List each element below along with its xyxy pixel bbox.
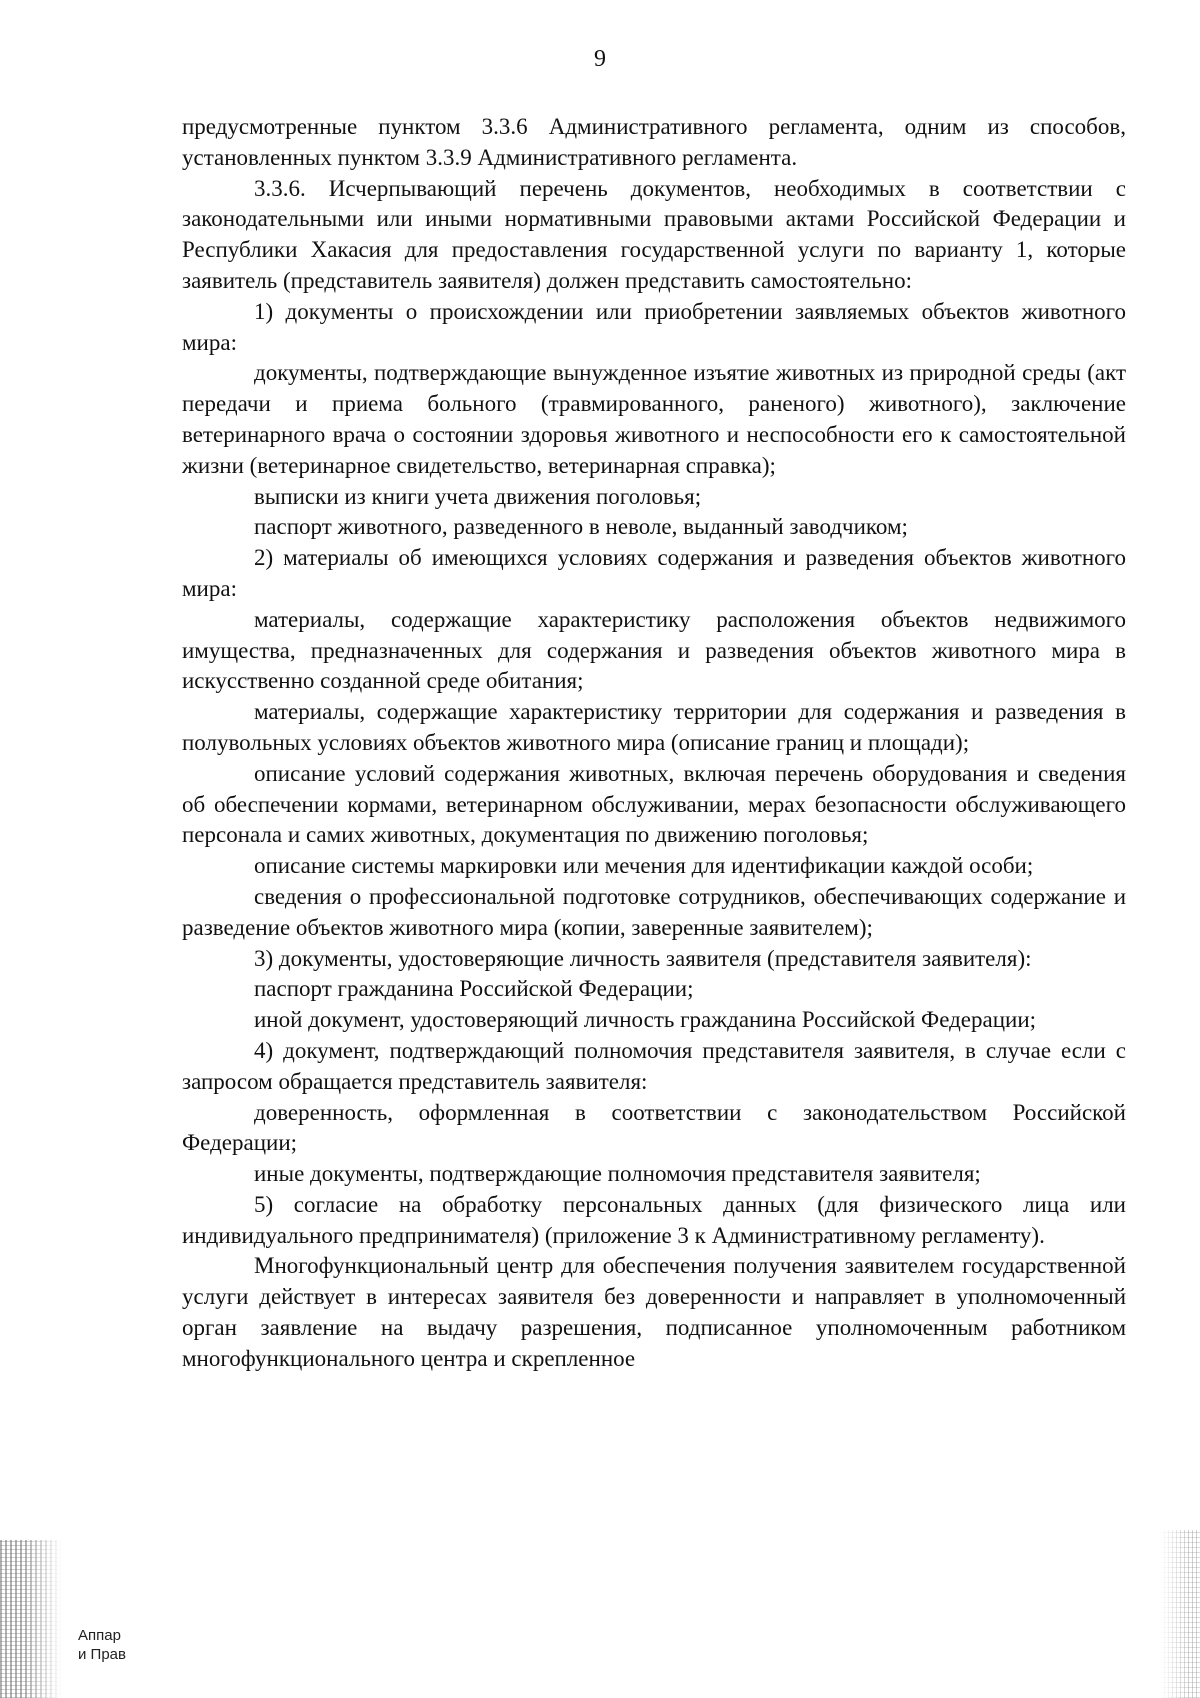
list-item-2: 2) материалы об имеющихся условиях содержания и разведения объектов животного мира: (182, 545, 1126, 601)
sub-item-documents-withdrawal: документы, подтверждающие вынужденное изъятие животных из природной среды (акт передачи и приема больного (травмированного, раненого) животного), заключение ветеринарного врача о состоянии здоровья животного и неспособности его к самостоятельной жизни (ветеринарное свидетельство, ветеринарная справка); (182, 360, 1126, 478)
stamp-line-2: и Прав (78, 1646, 126, 1663)
scan-noise-right (1160, 1530, 1200, 1698)
stamp-fragment (78, 1626, 126, 1664)
sub-item-livestock-book: выписки из книги учета движения поголовья; (254, 483, 702, 509)
stamp-line-1: Аппар (78, 1627, 121, 1644)
paragraph-3-3-6: 3.3.6. Исчерпывающий перечень документов, необходимых в соответствии с законодательными или иными нормативными правовыми актами Российской Федерации и Республики Хакасия для предоставления государственной услуги по варианту 1, которые заявитель (представитель заявителя) должен представить самостоятельно: (182, 175, 1126, 293)
document-body (182, 112, 1126, 1375)
list-item-4: 4) документ, подтверждающий полномочия представителя заявителя, в случае если с запросом обращается представитель заявителя: (182, 1037, 1126, 1094)
sub-item-power-of-attorney: доверенность, оформленная в соответствии с законодательством Российской Федерации; (182, 1099, 1126, 1156)
list-item-5: 5) согласие на обработку персональных данных (для физического лица или индивидуального предпринимателя) (приложение 3 к Административному регламенту). (182, 1191, 1126, 1248)
sub-item-other-authority-docs: иные документы, подтверждающие полномочия представителя заявителя; (254, 1161, 981, 1187)
sub-item-real-estate-materials: материалы, содержащие характеристику расположения объектов недвижимого имущества, предназначенных для содержания и разведения объектов животного мира в искусственно созданной среде обитания; (182, 606, 1126, 694)
paragraph-continuation: предусмотренные пунктом 3.3.6 Административного регламента, одним из способов, установленных пунктом 3.3.9 Административного регламента. (182, 114, 1126, 170)
sub-item-passport: паспорт гражданина Российской Федерации; (254, 976, 694, 1002)
sub-item-marking-system: описание системы маркировки или мечения для идентификации каждой особи; (254, 853, 1034, 879)
sub-item-animal-passport: паспорт животного, разведенного в неволе, выданный заводчиком; (254, 514, 908, 540)
paragraph-mfc: Многофункциональный центр для обеспечения получения заявителем государственной услуги действует в интересах заявителя без доверенности и направляет в уполномоченный орган заявление на выдачу разрешения, подписанное уполномоченным работником многофункционального центра и скрепленное (182, 1253, 1126, 1371)
page-number: 9 (594, 46, 606, 72)
list-item-1: 1) документы о происхождении или приобретении заявляемых объектов животного мира: (182, 298, 1126, 355)
scan-noise-left (0, 1540, 62, 1698)
sub-item-territory-materials: материалы, содержащие характеристику территории для содержания и разведения в полувольных условиях объектов животного мира (описание границ и площади); (182, 699, 1126, 755)
sub-item-other-id: иной документ, удостоверяющий личность гражданина Российской Федерации; (254, 1007, 1037, 1033)
list-item-3: 3) документы, удостоверяющие личность заявителя (представителя заявителя): (254, 945, 1032, 971)
sub-item-conditions-description: описание условий содержания животных, включая перечень оборудования и сведения об обеспечении кормами, ветеринарном обслуживании, мерах безопасности обслуживающего персонала и самих животных, документация по движению поголовья; (182, 760, 1126, 848)
sub-item-staff-training: сведения о профессиональной подготовке сотрудников, обеспечивающих содержание и разведение объектов животного мира (копии, заверенные заявителем); (182, 883, 1126, 940)
